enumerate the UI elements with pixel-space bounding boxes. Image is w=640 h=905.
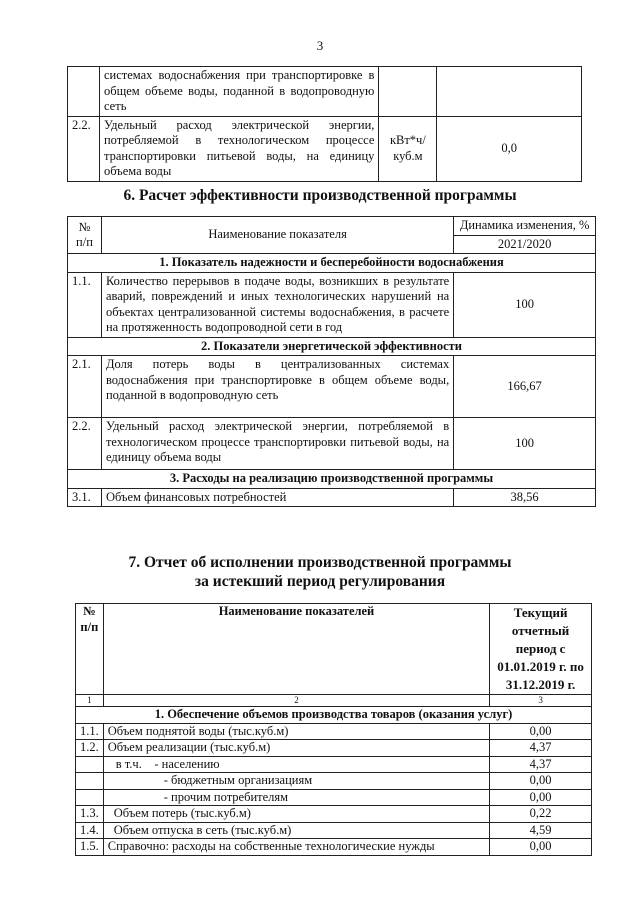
page-number: 3: [316, 38, 324, 53]
column-number-row: [76, 695, 592, 707]
table-row: [76, 773, 592, 790]
section-7-title-line2: за истекший период регулирования: [194, 573, 446, 590]
value-cell: 100: [454, 418, 596, 470]
value-cell: 100: [454, 272, 596, 337]
row-number: 1.5.: [76, 839, 104, 856]
value-cell: 4,37: [490, 740, 592, 757]
table-row: [76, 822, 592, 839]
group-title: 1. Показатель надежности и бесперебойности водоснабжения: [68, 254, 596, 273]
indicator-name: Объем финансовых потребностей: [101, 488, 453, 507]
value-cell: 0,00: [490, 773, 592, 790]
group-row: [68, 470, 596, 489]
indicator-name: в т.ч. - населению: [103, 756, 489, 773]
row-number: 3.1.: [68, 488, 102, 507]
row-number: 2.2.: [68, 418, 102, 470]
table-row: [76, 756, 592, 773]
row-number: [76, 789, 104, 806]
table-row: [68, 488, 596, 507]
header-number: № п/п: [76, 604, 104, 695]
value-cell: 4,37: [490, 756, 592, 773]
header-dynamics: Динамика изменения, %: [454, 217, 596, 236]
indicator-name: Удельный расход электрической энергии, потребляемой в технологическом процессе транспортировки питьевой воды, на единицу объема воды: [99, 116, 378, 181]
table-row: [68, 116, 582, 181]
row-number: 1.3.: [76, 806, 104, 823]
header-row: [68, 217, 596, 236]
value-cell: [437, 67, 582, 117]
group-title: 3. Расходы на реализацию производственной программы: [68, 470, 596, 489]
header-name: Наименование показателей: [103, 604, 489, 695]
row-number: 1.4.: [76, 822, 104, 839]
indicator-name: - бюджетным организациям: [103, 773, 489, 790]
table-row: [68, 272, 596, 337]
value-cell: 0,00: [490, 839, 592, 856]
header-row: [76, 604, 592, 695]
indicator-name: системах водоснабжения при транспортировке в общем объеме воды, поданной в водопроводную сеть: [99, 67, 378, 117]
row-number: 1.1.: [68, 272, 102, 337]
indicator-name: Удельный расход электрической энергии, потребляемой в технологическом процессе транспортировки питьевой воды, на единицу объема воды: [101, 418, 453, 470]
column-number: 1: [76, 695, 104, 707]
value-cell: 166,67: [454, 356, 596, 418]
group-title: 1. Обеспечение объемов производства товаров (оказания услуг): [76, 707, 592, 724]
row-number: 1.2.: [76, 740, 104, 757]
column-number: 3: [490, 695, 592, 707]
efficiency-table: [67, 216, 596, 507]
group-title: 2. Показатели энергетической эффективности: [68, 337, 596, 356]
header-number: № п/п: [68, 217, 102, 254]
unit-cell: кВт*ч/ куб.м: [379, 116, 437, 181]
indicator-name: Доля потерь воды в централизованных системах водоснабжения при транспортировке в общем объеме воды, поданной в водопроводную сеть: [101, 356, 453, 418]
table-row: [68, 356, 596, 418]
header-name: Наименование показателя: [101, 217, 453, 254]
row-number: [68, 67, 100, 117]
indicator-name: Объем реализации (тыс.куб.м): [103, 740, 489, 757]
table-row: [76, 789, 592, 806]
table-row: [76, 806, 592, 823]
value-cell: 38,56: [454, 488, 596, 507]
value-cell: 0,0: [437, 116, 582, 181]
indicator-name: Объем отпуска в сеть (тыс.куб.м): [103, 822, 489, 839]
continuation-table: [67, 66, 582, 182]
row-number: [76, 756, 104, 773]
group-row: [76, 707, 592, 724]
table-row: [68, 67, 582, 117]
table-row: [76, 740, 592, 757]
report-table: [75, 603, 592, 856]
indicator-name: Объем поднятой воды (тыс.куб.м): [103, 723, 489, 740]
section-6-title: 6. Расчет эффективности производственной программы: [123, 187, 517, 204]
group-row: [68, 337, 596, 356]
group-row: [68, 254, 596, 273]
table-row: [68, 418, 596, 470]
column-number: 2: [103, 695, 489, 707]
value-cell: 0,00: [490, 789, 592, 806]
indicator-name: Справочно: расходы на собственные технологические нужды: [103, 839, 489, 856]
indicator-name: Объем потерь (тыс.куб.м): [103, 806, 489, 823]
value-cell: 4,59: [490, 822, 592, 839]
header-period: 2021/2020: [454, 235, 596, 254]
row-number: 2.1.: [68, 356, 102, 418]
indicator-name: Количество перерывов в подаче воды, возникших в результате аварий, повреждений и иных технологических нарушений на объектах централизованной системы водоснабжения, в расчете на протяженность водопроводной сети в год: [101, 272, 453, 337]
value-cell: 0,22: [490, 806, 592, 823]
row-number: 1.1.: [76, 723, 104, 740]
value-cell: 0,00: [490, 723, 592, 740]
table-row: [76, 839, 592, 856]
row-number: 2.2.: [68, 116, 100, 181]
unit-cell: [379, 67, 437, 117]
indicator-name: - прочим потребителям: [103, 789, 489, 806]
header-current-period: Текущий отчетный период с 01.01.2019 г. по 31.12.2019 г.: [490, 604, 592, 695]
row-number: [76, 773, 104, 790]
table-row: [76, 723, 592, 740]
section-7-title-line1: 7. Отчет об исполнении производственной программы: [128, 554, 512, 571]
